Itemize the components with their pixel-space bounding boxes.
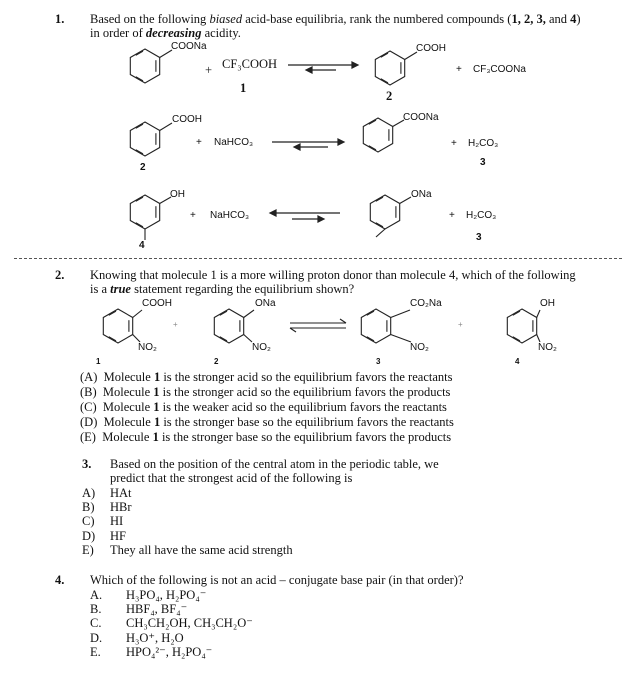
molecule-4-ring: [507, 309, 540, 343]
q3-option-a[interactable]: A) HAt: [82, 486, 132, 500]
r3-plus-2: +: [449, 210, 455, 221]
q4-option-e[interactable]: E. HPO₄²⁻, H₂PO₄⁻: [90, 645, 213, 659]
question-4-prompt: Which of the following is not an acid – conjugate base pair (in that order)?: [90, 573, 464, 587]
phenol-ring-r3-reactant: [130, 195, 171, 240]
q3-option-b[interactable]: B) HBr: [82, 500, 132, 514]
q2-plus-1: +: [173, 320, 178, 329]
r1-plus-1: +: [205, 63, 213, 77]
question-3-number: 3.: [82, 457, 92, 471]
r2-plus-2: +: [451, 138, 457, 149]
r3-reactant-group: OH: [170, 189, 185, 200]
question-2-prompt: Knowing that molecule 1 is a more willing proton donor than molecule 4, which of the following: [90, 268, 576, 282]
q2-option-e[interactable]: (E) Molecule 1 is the stronger base so the equilibrium favors the products: [80, 430, 452, 444]
molecule-1-nitro: NO₂: [138, 342, 157, 353]
question-2-number: 2.: [55, 268, 65, 282]
molecule-4-number: 4: [515, 357, 520, 366]
phenoxide-ring-r3-product: [370, 195, 411, 237]
r1-reagent-number: 1: [240, 81, 247, 95]
question-1-prompt: Based on the following biased acid-base equilibria, rank the numbered compounds (1, 2, 3, and 4): [90, 12, 581, 26]
q3-option-e[interactable]: E) They all have the same acid strength: [82, 543, 293, 557]
q4-option-a[interactable]: A. H₃PO₄, H₂PO₄⁻: [90, 588, 207, 602]
r3-reactant-number: 4: [139, 240, 145, 251]
q2-plus-2: +: [458, 320, 463, 329]
molecule-3-ring: [361, 309, 411, 343]
r2-product-2-number: 3: [480, 157, 486, 168]
r1-product-group: COOH: [416, 43, 446, 54]
equilibrium-arrows-r3: [270, 210, 340, 222]
molecule-4-group: OH: [540, 298, 555, 309]
q2-option-c[interactable]: (C) Molecule 1 is the weaker acid so the equilibrium favors the reactants: [80, 400, 447, 414]
benzene-ring-r1-reactant: [130, 49, 172, 83]
q2-option-b[interactable]: (B) Molecule 1 is the stronger acid so the equilibrium favors the products: [80, 385, 451, 399]
r1-reagent: CF₃COOH: [222, 57, 278, 71]
r1-reactant-group: COONa: [171, 41, 207, 52]
molecule-3-group: CO₂Na: [410, 298, 442, 309]
r2-reactant-number: 2: [140, 162, 146, 173]
question-4-number: 4.: [55, 573, 65, 587]
molecule-3-number: 3: [376, 357, 381, 366]
r1-plus-2: +: [456, 64, 462, 75]
q2-option-d[interactable]: (D) Molecule 1 is the stronger base so the equilibrium favors the reactants: [80, 415, 454, 429]
r2-reactant-group: COOH: [172, 114, 202, 125]
molecule-1-group: COOH: [142, 298, 172, 309]
q3-option-d[interactable]: D) HF: [82, 529, 126, 543]
question-2-prompt-line2: is a true statement regarding the equilibrium shown?: [90, 282, 355, 296]
r3-product-group: ONa: [411, 189, 432, 200]
question-3-prompt: Based on the position of the central atom in the periodic table, we: [110, 457, 439, 471]
molecule-1-ring: [103, 309, 142, 343]
question-3-prompt-line2: predict that the strongest acid of the following is: [110, 471, 353, 485]
question-1-prompt-line2: in order of decreasing acidity.: [90, 26, 241, 40]
q4-option-c[interactable]: C. CH₃CH₂OH, CH₃CH₂O⁻: [90, 616, 253, 630]
r3-product-2: H₂CO₃: [466, 210, 497, 221]
r2-reagent: NaHCO₃: [214, 137, 254, 148]
r1-product-2: CF₃COONa: [473, 64, 526, 75]
benzene-ring-r2-reactant: [130, 122, 172, 156]
r2-plus-1: +: [196, 137, 202, 148]
molecule-1-number: 1: [96, 357, 101, 366]
q2-option-a[interactable]: (A) Molecule 1 is the stronger acid so the equilibrium favors the reactants: [80, 370, 453, 384]
molecule-2-nitro: NO₂: [252, 342, 271, 353]
q3-option-c[interactable]: C) HI: [82, 514, 124, 528]
benzene-ring-r2-product: [363, 118, 404, 152]
q4-option-b[interactable]: B. HBF₄, BF₄⁻: [90, 602, 188, 616]
q4-option-d[interactable]: D. H₃O⁺, H₂O: [90, 631, 184, 645]
molecule-4-nitro: NO₂: [538, 342, 557, 353]
question-1-number: 1.: [55, 12, 65, 26]
molecule-2-number: 2: [214, 357, 219, 366]
r2-product-group: COONa: [403, 112, 439, 123]
equilibrium-arrows-r2: [272, 139, 344, 150]
r1-product-number: 2: [386, 89, 393, 103]
benzene-ring-r1-product: [375, 51, 417, 85]
equilibrium-arrows-q2: [290, 319, 346, 332]
molecule-3-nitro: NO₂: [410, 342, 429, 353]
r3-reagent: NaHCO₃: [210, 210, 250, 221]
r3-plus-1: +: [190, 210, 196, 221]
equilibrium-arrows-r1: [288, 62, 358, 73]
section-divider: [14, 258, 622, 259]
molecule-2-ring: [214, 309, 254, 343]
molecule-2-group: ONa: [255, 298, 276, 309]
r2-product-2: H₂CO₃: [468, 138, 499, 149]
r3-product-2-number: 3: [476, 232, 482, 243]
